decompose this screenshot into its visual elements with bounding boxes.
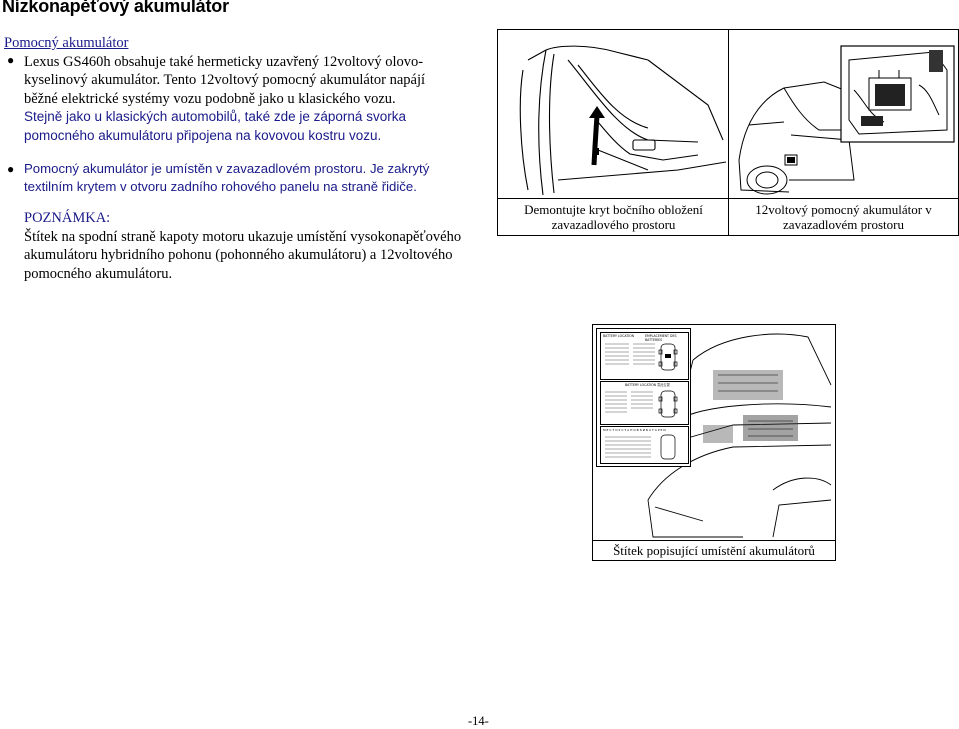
label-block-lines <box>603 340 686 377</box>
hood-label-figure <box>592 324 836 542</box>
bullet-dot-icon: ● <box>7 53 15 67</box>
label-block-lines <box>603 389 686 422</box>
label-block-cn <box>600 381 689 425</box>
right-caption <box>729 202 958 232</box>
text-line: Štítek na spodní straně kapoty motoru ukazuje umístění vysokonapěťového <box>24 229 462 245</box>
label-block-en-fr <box>600 332 689 380</box>
label-header-en: BATTERY LOCATION <box>603 334 635 338</box>
battery-location-figure <box>728 29 959 200</box>
right-caption-box <box>728 198 959 236</box>
note-heading: POZNÁMKA: <box>24 210 111 226</box>
text-line: Stejně jako u klasických automobilů, také zde je záporná svorka <box>24 109 406 125</box>
page-title: Nízkonapěťový akumulátor <box>2 0 229 16</box>
text-line: akumulátoru hybridního pohonu (pohonného akumulátoru) a 12voltového <box>24 247 453 264</box>
caption-line: 12voltový pomocný akumulátor v <box>755 202 932 217</box>
text-line: kyselinový akumulátor. Tento 12voltový pomocný akumulátor napájí <box>24 72 426 89</box>
battery-location-label <box>596 328 691 467</box>
label-block-lines <box>603 434 686 461</box>
label-header-cn: BATTERY LOCATION 電池位置 <box>625 383 670 387</box>
car-rear-drawing <box>729 30 958 199</box>
left-caption-box <box>497 198 730 236</box>
section-link[interactable]: Pomocný akumulátor <box>4 35 129 51</box>
left-caption <box>498 202 729 232</box>
text-line: pomocného akumulátoru. <box>24 265 173 282</box>
bullet-paragraph-1 <box>24 53 425 145</box>
bottom-caption: Štítek popisující umístění akumulátorů <box>613 543 815 558</box>
text-line: Lexus GS460h obsahuje také hermeticky uzavřený 12voltový olovo- <box>24 54 424 70</box>
caption-line: Demontujte kryt bočního obložení <box>524 202 703 217</box>
bottom-caption-box <box>592 540 836 561</box>
text-line: Pomocný akumulátor je umístěn v zavazadlovém prostoru. Je zakrytý <box>24 161 430 176</box>
bullet-paragraph-2 <box>24 160 429 197</box>
text-line: textilním krytem v otvoru zadního rohového panelu na straně řidiče. <box>24 179 417 195</box>
label-header-ru: М Е С Т О У С Т А Н О В К И Б А Т А Р Е И <box>603 428 666 432</box>
trunk-trim-figure <box>497 29 730 200</box>
trunk-trim-drawing <box>498 30 729 199</box>
caption-line: zavazadlového prostoru <box>551 217 676 232</box>
label-block-ru <box>600 426 689 464</box>
text-line: pomocného akumulátoru připojena na kovovou kostru vozu. <box>24 127 382 143</box>
bullet-dot-icon: ● <box>7 162 15 176</box>
label-header-fr: EMPLACEMENT DES BATTERIES <box>645 334 677 342</box>
caption-line: zavazadlovém prostoru <box>783 217 904 232</box>
page-number: -14- <box>468 714 489 728</box>
text-line: běžné elektrické systémy vozu podobně jako u klasického vozu. <box>24 90 396 107</box>
note-body <box>24 228 461 283</box>
